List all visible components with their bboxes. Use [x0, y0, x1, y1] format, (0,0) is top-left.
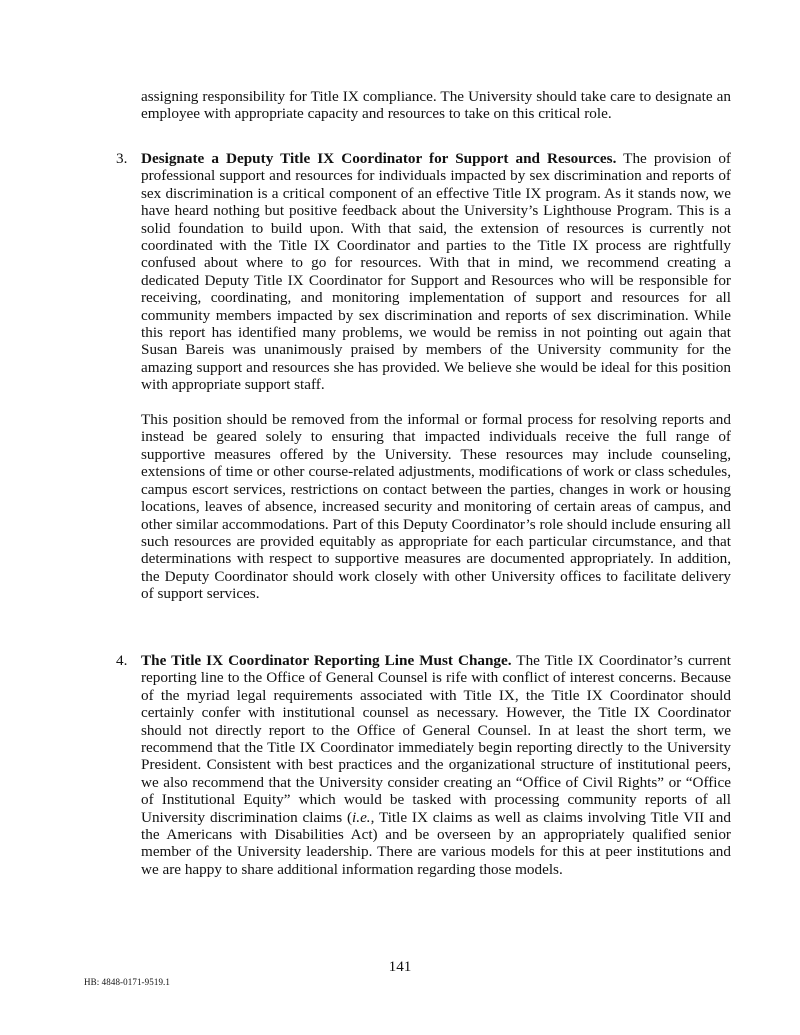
item-number: 4.	[116, 652, 128, 669]
item-body	[141, 652, 731, 878]
item-text: The provision of professional support and resources for individuals impacted by sex discrimination and reports of sex discrimination is a critical component of an effective Title IX program. As it stands now, we have heard nothing but positive feedback about the University’s Lighthouse Program. This is a solid foundation to build upon. With that said, the extension of resources is currently not coordinated with the Title IX Coordinator and parties to the Title IX process are rightfully confused about where to go for resources. With that in mind, we recommend creating a dedicated Deputy Title IX Coordinator for Support and Resources who will be responsible for receiving, coordinating, and monitoring implementation of support and resources for all community members impacted by sex discrimination and reports of sex discrimination. While this report has identified many problems, we would be remiss in not pointing out again that Susan Bareis was unanimously praised by members of the University community for the amazing support and resources she has provided. We believe she would be ideal for this position with appropriate support staff.	[141, 150, 731, 394]
item-number: 3.	[116, 150, 128, 167]
item-paragraph	[141, 150, 731, 394]
recommendation-item-3	[116, 150, 731, 603]
item-heading: The Title IX Coordinator Reporting Line Must Change.	[141, 652, 512, 669]
item-second-paragraph: This position should be removed from the informal or formal process for resolving reports and instead be geared solely to ensuring that impacted individuals receive the full range of supportive measures offered by the University. These resources may include counseling, extensions of time or other course-related adjustments, modifications of work or class schedules, campus escort services, restrictions on contact between the parties, changes in work or housing locations, leaves of absence, increased security and monitoring of certain areas of campus, and other similar accommodations. Part of this Deputy Coordinator’s role should include ensuring all such resources are provided equitably as appropriate for each particular circumstance, and that determinations with respect to supportive measures are documented appropriately. In addition, the Deputy Coordinator should work closely with other University offices to facilitate delivery of support services.	[141, 411, 731, 603]
continuation-paragraph: assigning responsibility for Title IX compliance. The University should take care to designate an employee with appropriate capacity and resources to take on this critical role.	[141, 88, 731, 123]
item-text: The Title IX Coordinator’s current reporting line to the Office of General Counsel is rife with conflict of interest concerns. Because of the myriad legal requirements associated with Title IX, the Title IX Coordinator should certainly confer with institutional counsel as necessary. However, the Title IX Coordinator should not directly report to the Office of General Counsel. In at least the short term, we recommend that the Title IX Coordinator immediately begin reporting directly to the University President. Consistent with best practices and the organizational structure of institutional peers, we also recommend that the University consider creating an “Office of Civil Rights” or “Office of Institutional Equity” which would be tasked with processing community reports of all University discrimination claims (	[141, 652, 731, 826]
item-italic-text: i.e.	[352, 808, 371, 826]
document-id: HB: 4848-0171-9519.1	[84, 977, 170, 987]
item-paragraph	[141, 652, 731, 878]
item-body	[141, 150, 731, 603]
item-heading: Designate a Deputy Title IX Coordinator for Support and Resources.	[141, 150, 617, 167]
recommendation-item-4	[116, 652, 731, 878]
item-text-continued: , Title IX claims as well as claims involving Title VII and the Americans with Disabilities Act) and be overseen by an appropriately qualified senior member of the University leadership. There are various models for this at peer institutions and we are happy to share additional information regarding those models.	[141, 808, 731, 878]
page-number: 141	[388, 958, 412, 975]
